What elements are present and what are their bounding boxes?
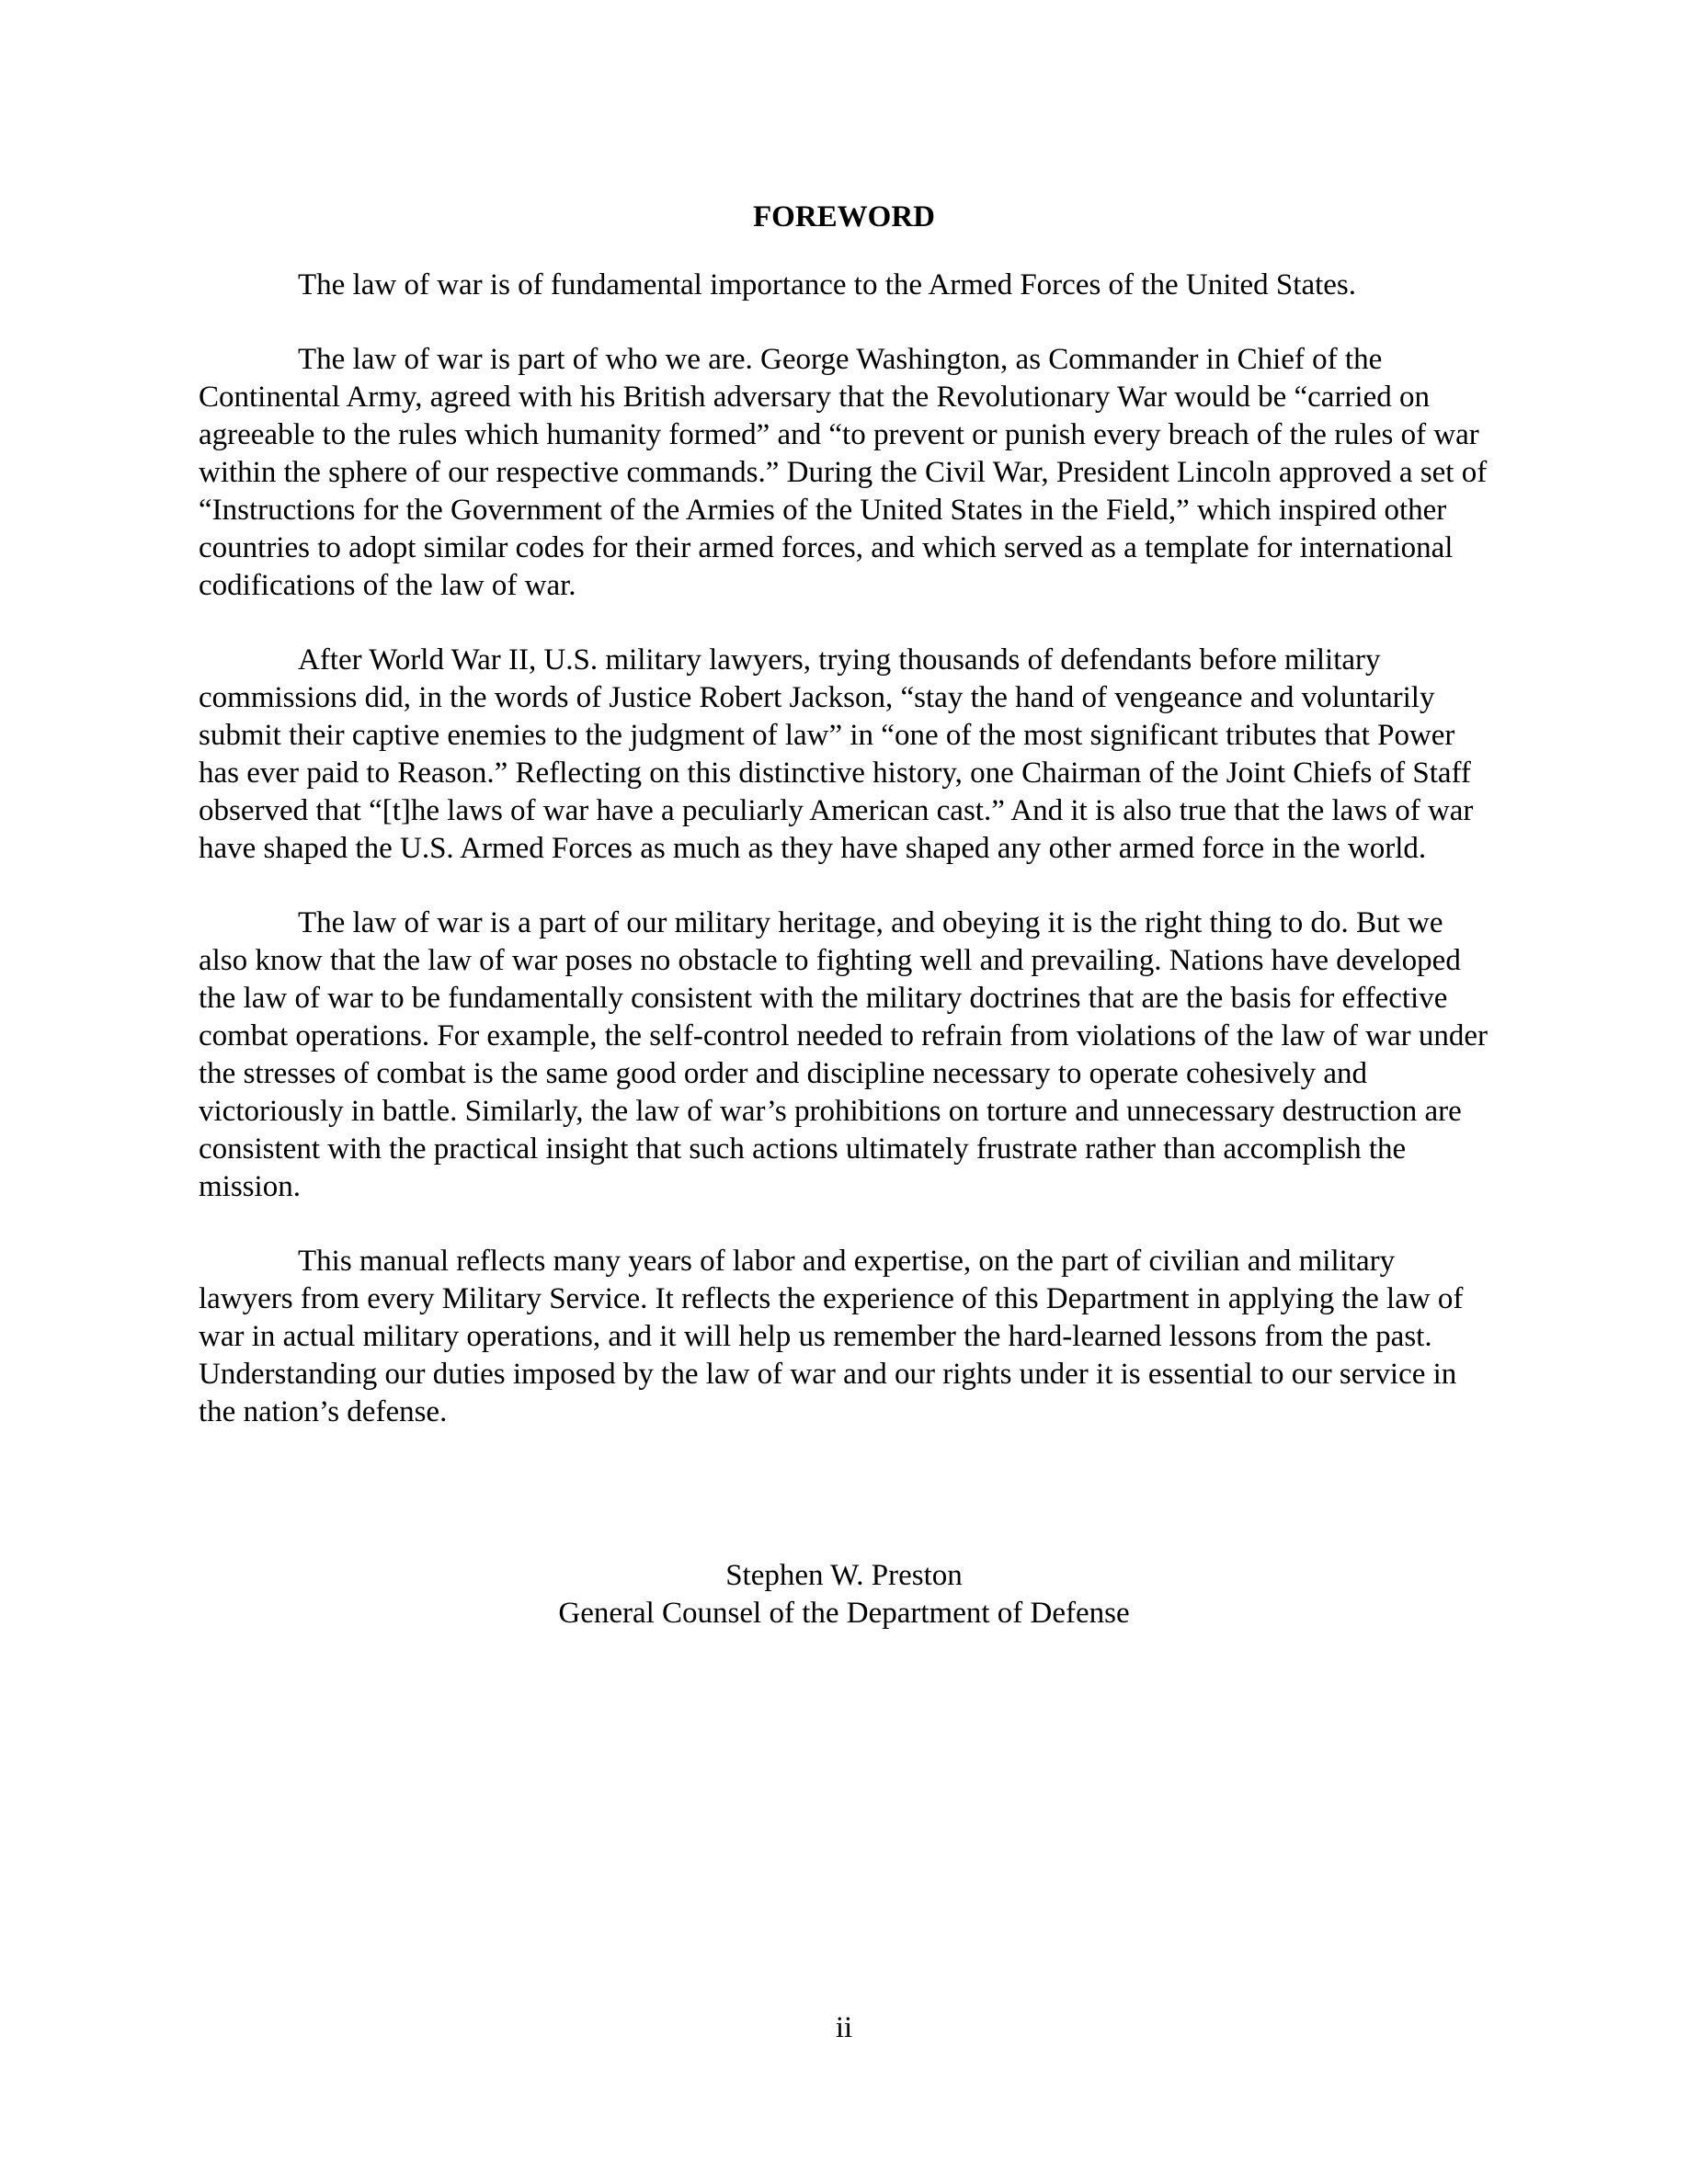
paragraph-2: The law of war is part of who we are. George Washington, as Commander in Chief of the Continental Army, agreed with his British adversary that the Revolutionary War would be “carried on agreeable to the rules which humanity formed” and “to prevent or punish every breach of the rules of war within the sphere of our respective commands.” During the Civil War, President Lincoln approved a set of “Instructions for the Government of the Armies of the United States in the Field,” which inspired other countries to adopt similar codes for their armed forces, and which served as a template for international codifications of the law of war. <box>199 343 1488 602</box>
paragraph-5: This manual reflects many years of labor and expertise, on the part of civilian and military lawyers from every Military Service. It reflects the experience of this Department in applying the law of war in actual military operations, and it will help us remember the hard-learned lessons from the past. Understanding our duties imposed by the law of war and our rights under it is essential to our service in the nation’s defense. <box>199 1245 1464 1428</box>
page-number: ii <box>835 2011 853 2044</box>
page-title: FOREWORD <box>753 200 935 233</box>
paragraph-3: After World War II, U.S. military lawyers, trying thousands of defendants before military commissions did, in the words of Justice Robert Jackson, “stay the hand of vengeance and voluntarily submit their captive enemies to the judgment of law” in “one of the most significant tributes that Power has ever paid to Reason.” Reflecting on this distinctive history, one Chairman of the Joint Chiefs of Staff observed that “[t]he laws of war have a peculiarly American cast.” And it is also true that the laws of war have shaped the U.S. Armed Forces as much as they have shaped any other armed force in the world. <box>199 643 1474 865</box>
foreword-body <box>199 267 1495 1468</box>
paragraph-4: The law of war is a part of our military heritage, and obeying it is the right thing to do. But we also know that the law of war poses no obstacle to fighting well and prevailing. Nations have developed the law of war to be fundamentally consistent with the military doctrines that are the basis for effective combat operations. For example, the self-control needed to refrain from violations of the law of war under the stresses of combat is the same good order and discipline necessary to operate cohesively and victoriously in battle. Similarly, the law of war’s prohibitions on torture and unnecessary destruction are consistent with the practical insight that such actions ultimately frustrate rather than accomplish the mission. <box>199 906 1488 1203</box>
signatory-name: Stephen W. Preston <box>725 1559 963 1592</box>
signature-block <box>0 1557 1688 1632</box>
paragraph-1: The law of war is of fundamental importance to the Armed Forces of the United States. <box>298 268 1357 301</box>
signatory-title: General Counsel of the Department of Defense <box>558 1597 1130 1630</box>
